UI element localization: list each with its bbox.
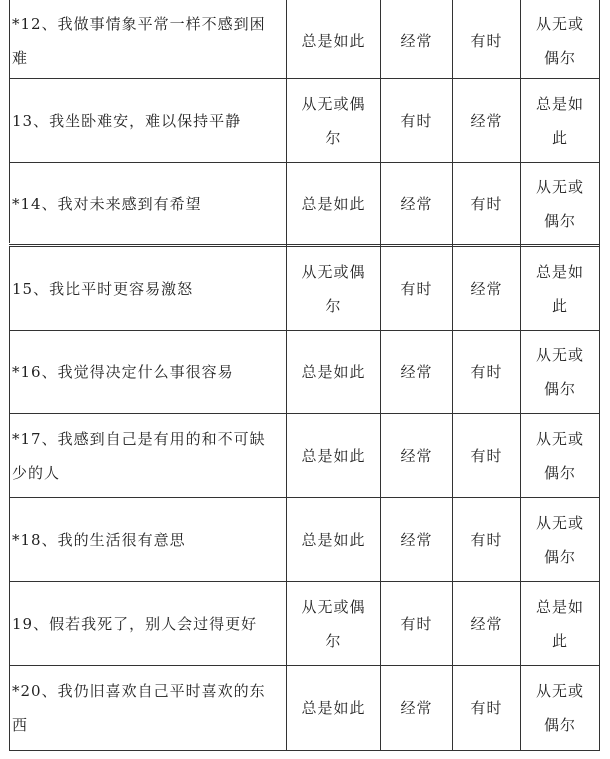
option-1: 从无或偶尔 [301, 262, 366, 315]
option-3: 有时 [470, 31, 503, 50]
question-text: 19、假若我死了，别人会过得更好 [12, 614, 258, 633]
option-1: 从无或偶尔 [301, 94, 366, 147]
option-3: 有时 [470, 363, 503, 381]
table-row [0, 666, 610, 750]
option-1: 总是如此 [301, 446, 366, 465]
option-3: 经常 [470, 614, 503, 633]
option-3: 有时 [470, 194, 503, 213]
option-3: 有时 [470, 446, 503, 465]
question-text: *16、我觉得决定什么事很容易 [12, 363, 234, 381]
option-4: 总是如此 [535, 262, 584, 315]
option-1: 总是如此 [301, 363, 366, 381]
question-text: 13、我坐卧难安，难以保持平静 [12, 111, 242, 130]
option-1: 总是如此 [301, 31, 366, 50]
option-2: 经常 [400, 699, 433, 717]
option-2: 有时 [400, 614, 433, 633]
question-text: *14、我对未来感到有希望 [12, 194, 202, 213]
option-4: 从无或偶尔 [535, 682, 584, 734]
option-2: 经常 [400, 446, 433, 465]
option-4: 从无或偶尔 [535, 513, 584, 566]
option-4: 从无或偶尔 [535, 346, 584, 398]
question-text: *20、我仍旧喜欢自己平时喜欢的东西 [12, 682, 266, 734]
option-4: 总是如此 [535, 597, 584, 650]
table-row [0, 414, 610, 497]
table-row [0, 582, 610, 665]
question-text: *12、我做事情象平常一样不感到困难 [12, 14, 266, 67]
option-2: 经常 [400, 194, 433, 213]
table-row [0, 247, 610, 330]
question-text: 15、我比平时更容易激怒 [12, 279, 194, 298]
option-2: 有时 [400, 279, 433, 298]
table-row [0, 163, 610, 244]
option-4: 总是如此 [535, 94, 584, 147]
question-text: *18、我的生活很有意思 [12, 530, 186, 549]
option-2: 有时 [400, 111, 433, 130]
option-4: 从无或偶尔 [535, 429, 584, 482]
option-1: 总是如此 [301, 530, 366, 549]
row-divider [9, 244, 600, 245]
option-1: 总是如此 [301, 699, 366, 717]
option-3: 经常 [470, 279, 503, 298]
table-row [0, 79, 610, 162]
question-text: *17、我感到自己是有用的和不可缺少的人 [12, 429, 266, 482]
option-1: 总是如此 [301, 194, 366, 213]
option-3: 经常 [470, 111, 503, 130]
option-4: 从无或偶尔 [535, 14, 584, 67]
table-row [0, 331, 610, 413]
table-border-bottom [9, 750, 600, 751]
option-3: 有时 [470, 530, 503, 549]
option-4: 从无或偶尔 [535, 177, 584, 230]
option-3: 有时 [470, 699, 503, 717]
option-2: 经常 [400, 363, 433, 381]
option-2: 经常 [400, 31, 433, 50]
option-2: 经常 [400, 530, 433, 549]
table-row [0, 3, 610, 78]
table-row [0, 498, 610, 581]
option-1: 从无或偶尔 [301, 597, 366, 650]
